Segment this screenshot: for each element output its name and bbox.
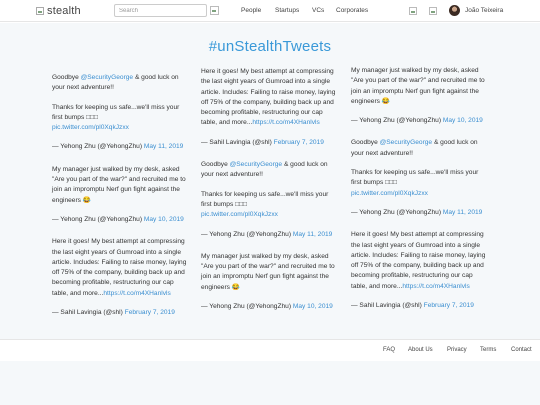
brand-name: stealth xyxy=(47,5,81,17)
tweet-byline xyxy=(52,142,190,152)
tweet-text: & good luck on your next adventure!! xyxy=(351,139,478,157)
tweet-text: Goodbye xyxy=(201,161,230,169)
nav-link-vcs[interactable]: VCs xyxy=(312,7,325,14)
tweet-column-1 xyxy=(52,73,190,330)
tweet-date-link[interactable]: May 10, 2019 xyxy=(292,303,333,311)
tweet-author: — Yehong Zhu (@YehongZhu) xyxy=(351,117,443,125)
tweet-link[interactable]: https://t.co/m4XHanlvls xyxy=(103,289,171,297)
tweet-body xyxy=(351,168,489,199)
tweet-link[interactable]: pic.twitter.com/pl0XqkJzxx xyxy=(201,211,278,219)
tweet-author: — Yehong Zhu (@YehongZhu) xyxy=(351,208,443,216)
tweet-byline xyxy=(351,301,489,311)
tweet-text: Thanks for keeping us safe...we'll miss your first bumps □□□ xyxy=(52,103,180,121)
tweet-link[interactable]: https://t.co/m4XHanlvls xyxy=(252,119,320,127)
tweet-text: Goodbye xyxy=(351,139,380,147)
tweet-date-link[interactable]: February 7, 2019 xyxy=(273,138,324,146)
tweet-mention[interactable]: @SecurityGeorge xyxy=(229,161,283,169)
tweet-body xyxy=(52,103,190,134)
tweet-card xyxy=(351,66,489,126)
tweet-text: My manager just walked by my desk, asked "Are you part of the war?" and recruited me to join an impromptu Nerf gun fight against the engineers 😂 xyxy=(201,252,335,291)
tweet-text: Thanks for keeping us safe...we'll miss your first bumps □□□ xyxy=(201,190,329,208)
tweet-date-link[interactable]: May 11, 2019 xyxy=(143,143,184,151)
tweet-text: Here it goes! My best attempt at compressing the last eight years of Gumroad into a single article. Includes: Failing to raise money, laying off 75% of the company, building back up and becoming profitable, restructuring our cap table, and more... xyxy=(52,238,187,297)
tweet-byline xyxy=(201,230,339,240)
tweet-link[interactable]: https://t.co/m4XHanlvls xyxy=(402,282,470,290)
tweet-card xyxy=(201,160,339,240)
messages-icon[interactable] xyxy=(429,7,437,15)
tweet-author: — Sahil Lavingia (@shl) xyxy=(351,302,424,310)
tweet-body xyxy=(52,165,190,206)
tweet-date-link[interactable]: May 11, 2019 xyxy=(292,230,333,238)
tweet-body xyxy=(201,67,339,129)
tweet-text: & good luck on your next adventure!! xyxy=(201,161,328,179)
tweet-body xyxy=(201,190,339,221)
tweet-date-link[interactable]: February 7, 2019 xyxy=(124,309,175,317)
tweet-card xyxy=(201,67,339,148)
user-avatar[interactable] xyxy=(449,5,460,16)
main-content xyxy=(0,23,540,339)
tweet-body xyxy=(201,252,339,293)
tweet-byline xyxy=(351,116,489,126)
tweet-byline xyxy=(201,302,339,312)
tweet-text: Goodbye xyxy=(52,74,81,81)
tweet-mention[interactable]: @SecurityGeorge xyxy=(379,139,433,147)
nav-link-corporates[interactable]: Corporates xyxy=(336,7,369,14)
tweet-card xyxy=(52,165,190,225)
search-input[interactable] xyxy=(114,4,207,17)
tweet-card xyxy=(52,237,190,318)
tweet-body xyxy=(351,230,489,292)
logo-image-icon xyxy=(36,7,44,15)
tweet-body xyxy=(52,237,190,299)
tweet-card xyxy=(201,252,339,312)
tweet-text: My manager just walked by my desk, asked "Are you part of the war?" and recruited me to join an impromptu Nerf gun fight against the engineers 😂 xyxy=(52,165,186,204)
tweet-mention[interactable]: @SecurityGeorge xyxy=(80,74,134,81)
tweet-text: & good luck on your next adventure!! xyxy=(52,74,179,92)
tweet-author: — Yehong Zhu (@YehongZhu) xyxy=(201,303,293,311)
tweet-author: — Sahil Lavingia (@shl) xyxy=(52,309,125,317)
tweet-text: My manager just walked by my desk, asked "Are you part of the war?" and recruited me to join an impromptu Nerf gun fight against the engineers 😂 xyxy=(351,67,485,105)
notifications-icon[interactable] xyxy=(409,7,417,15)
tweet-body xyxy=(351,66,489,107)
tweet-card xyxy=(351,230,489,311)
tweet-date-link[interactable]: February 7, 2019 xyxy=(423,302,474,310)
tweet-text: Here it goes! My best attempt at compressing the last eight years of Gumroad into a single article. Includes: Failing to raise money, laying off 75% of the company, building back up and becoming profitable, restructuring our cap table, and more... xyxy=(351,231,486,290)
tweet-body xyxy=(201,160,339,181)
top-navbar xyxy=(0,0,540,22)
tweet-date-link[interactable]: May 11, 2019 xyxy=(442,208,483,216)
page-title: #unStealthTweets xyxy=(208,38,332,55)
tweet-card xyxy=(351,138,489,218)
tweet-body xyxy=(351,138,489,159)
footer-link-terms[interactable]: Terms xyxy=(480,347,497,353)
nav-link-people[interactable]: People xyxy=(241,7,262,14)
search-button-icon[interactable] xyxy=(210,6,219,15)
tweet-author: — Yehong Zhu (@YehongZhu) xyxy=(52,143,144,151)
footer-link-contact[interactable]: Contact xyxy=(511,347,532,353)
tweet-date-link[interactable]: May 10, 2019 xyxy=(143,215,184,223)
tweet-byline xyxy=(52,308,190,318)
tweet-column-3 xyxy=(351,66,489,323)
tweet-byline xyxy=(201,138,339,148)
brand-logo[interactable] xyxy=(36,4,81,18)
tweet-text: Here it goes! My best attempt at compressing the last eight years of Gumroad into a single article. Includes: Failing to raise money, laying off 75% of the company, building back up and becoming profitable, restructuring our cap table, and more... xyxy=(201,68,336,127)
tweet-author: — Sahil Lavingia (@shl) xyxy=(201,138,274,146)
tweet-link[interactable]: pic.twitter.com/pl0XqkJzxx xyxy=(351,189,428,197)
tweet-card xyxy=(52,73,190,153)
tweet-column-2 xyxy=(201,67,339,324)
tweet-author: — Yehong Zhu (@YehongZhu) xyxy=(52,215,144,223)
tweet-body xyxy=(52,73,190,94)
footer xyxy=(0,339,540,361)
tweet-text: Thanks for keeping us safe...we'll miss your first bumps □□□ xyxy=(351,169,479,187)
tweet-date-link[interactable]: May 10, 2019 xyxy=(442,117,483,125)
footer-link-about[interactable]: About Us xyxy=(408,347,433,353)
tweet-link[interactable]: pic.twitter.com/pl0XqkJzxx xyxy=(52,124,129,132)
tweet-author: — Yehong Zhu (@YehongZhu) xyxy=(201,230,293,238)
page-bottom xyxy=(0,361,540,405)
tweet-byline xyxy=(351,208,489,218)
user-name[interactable]: João Teixeira xyxy=(465,7,504,14)
tweet-byline xyxy=(52,215,190,225)
footer-link-privacy[interactable]: Privacy xyxy=(447,347,467,353)
nav-link-startups[interactable]: Startups xyxy=(275,7,300,14)
footer-link-faq[interactable]: FAQ xyxy=(383,347,396,353)
